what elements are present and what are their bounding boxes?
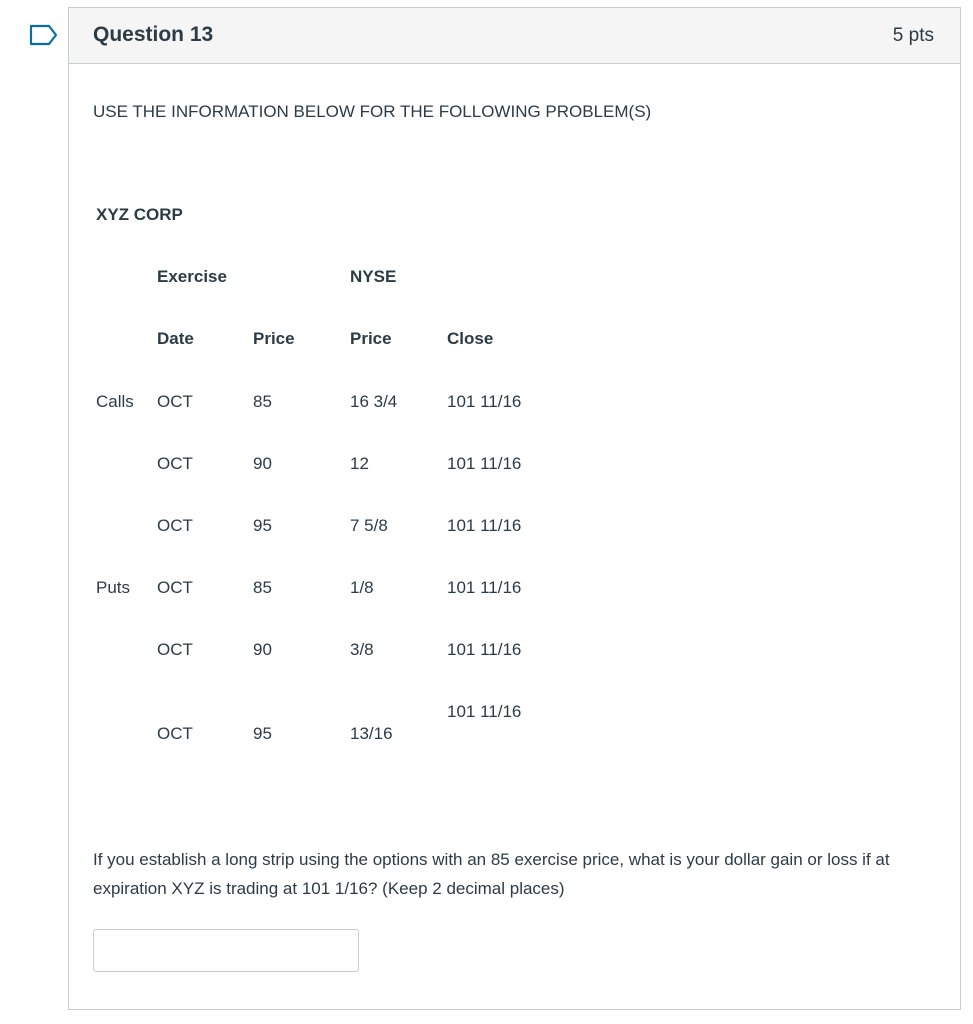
row-price: 16 3/4 bbox=[350, 392, 398, 411]
question-card bbox=[68, 7, 961, 1010]
bookmark-flag-icon[interactable] bbox=[29, 24, 59, 46]
header-date: Date bbox=[157, 329, 194, 348]
row-close: 101 11/16 bbox=[447, 516, 522, 535]
question-header bbox=[69, 8, 960, 64]
row-date: OCT bbox=[157, 578, 193, 597]
row-close: 101 11/16 bbox=[447, 454, 522, 473]
row-type: Calls bbox=[96, 392, 134, 411]
row-exercise-price: 95 bbox=[253, 724, 272, 743]
header-close: Close bbox=[447, 329, 494, 348]
row-exercise-price: 90 bbox=[253, 454, 272, 473]
row-date: OCT bbox=[157, 516, 193, 535]
row-close: 101 11/16 bbox=[447, 392, 522, 411]
row-date: OCT bbox=[157, 640, 193, 659]
row-exercise-price: 90 bbox=[253, 640, 272, 659]
row-price: 3/8 bbox=[350, 640, 374, 659]
row-exercise-price: 85 bbox=[253, 392, 272, 411]
row-date: OCT bbox=[157, 454, 193, 473]
row-price: 1/8 bbox=[350, 578, 374, 597]
company-name: XYZ CORP bbox=[96, 205, 183, 224]
row-type: Puts bbox=[96, 578, 131, 597]
row-price: 13/16 bbox=[350, 724, 393, 743]
header-nyse-price: Price bbox=[350, 329, 392, 348]
row-exercise-price: 95 bbox=[253, 516, 272, 535]
intro-text: USE THE INFORMATION BELOW FOR THE FOLLOWING PROBLEM(S) bbox=[93, 102, 652, 121]
row-close: 101 11/16 bbox=[447, 702, 522, 721]
row-close: 101 11/16 bbox=[447, 640, 522, 659]
question-title: Question 13 bbox=[93, 23, 214, 46]
header-exercise-price: Price bbox=[253, 329, 295, 348]
row-price: 7 5/8 bbox=[350, 516, 388, 535]
row-price: 12 bbox=[350, 454, 369, 473]
row-date: OCT bbox=[157, 724, 193, 743]
header-nyse: NYSE bbox=[350, 267, 397, 286]
row-exercise-price: 85 bbox=[253, 578, 272, 597]
question-prompt: If you establish a long strip using the options with an 85 exercise price, what is your dollar gain or loss if at expiration XYZ is trading at 101 1/16? (Keep 2 decimal places) bbox=[93, 850, 890, 898]
question-points: 5 pts bbox=[892, 25, 934, 46]
row-date: OCT bbox=[157, 392, 193, 411]
header-exercise: Exercise bbox=[157, 267, 227, 286]
row-close: 101 11/16 bbox=[447, 578, 522, 597]
answer-input[interactable] bbox=[93, 929, 359, 972]
